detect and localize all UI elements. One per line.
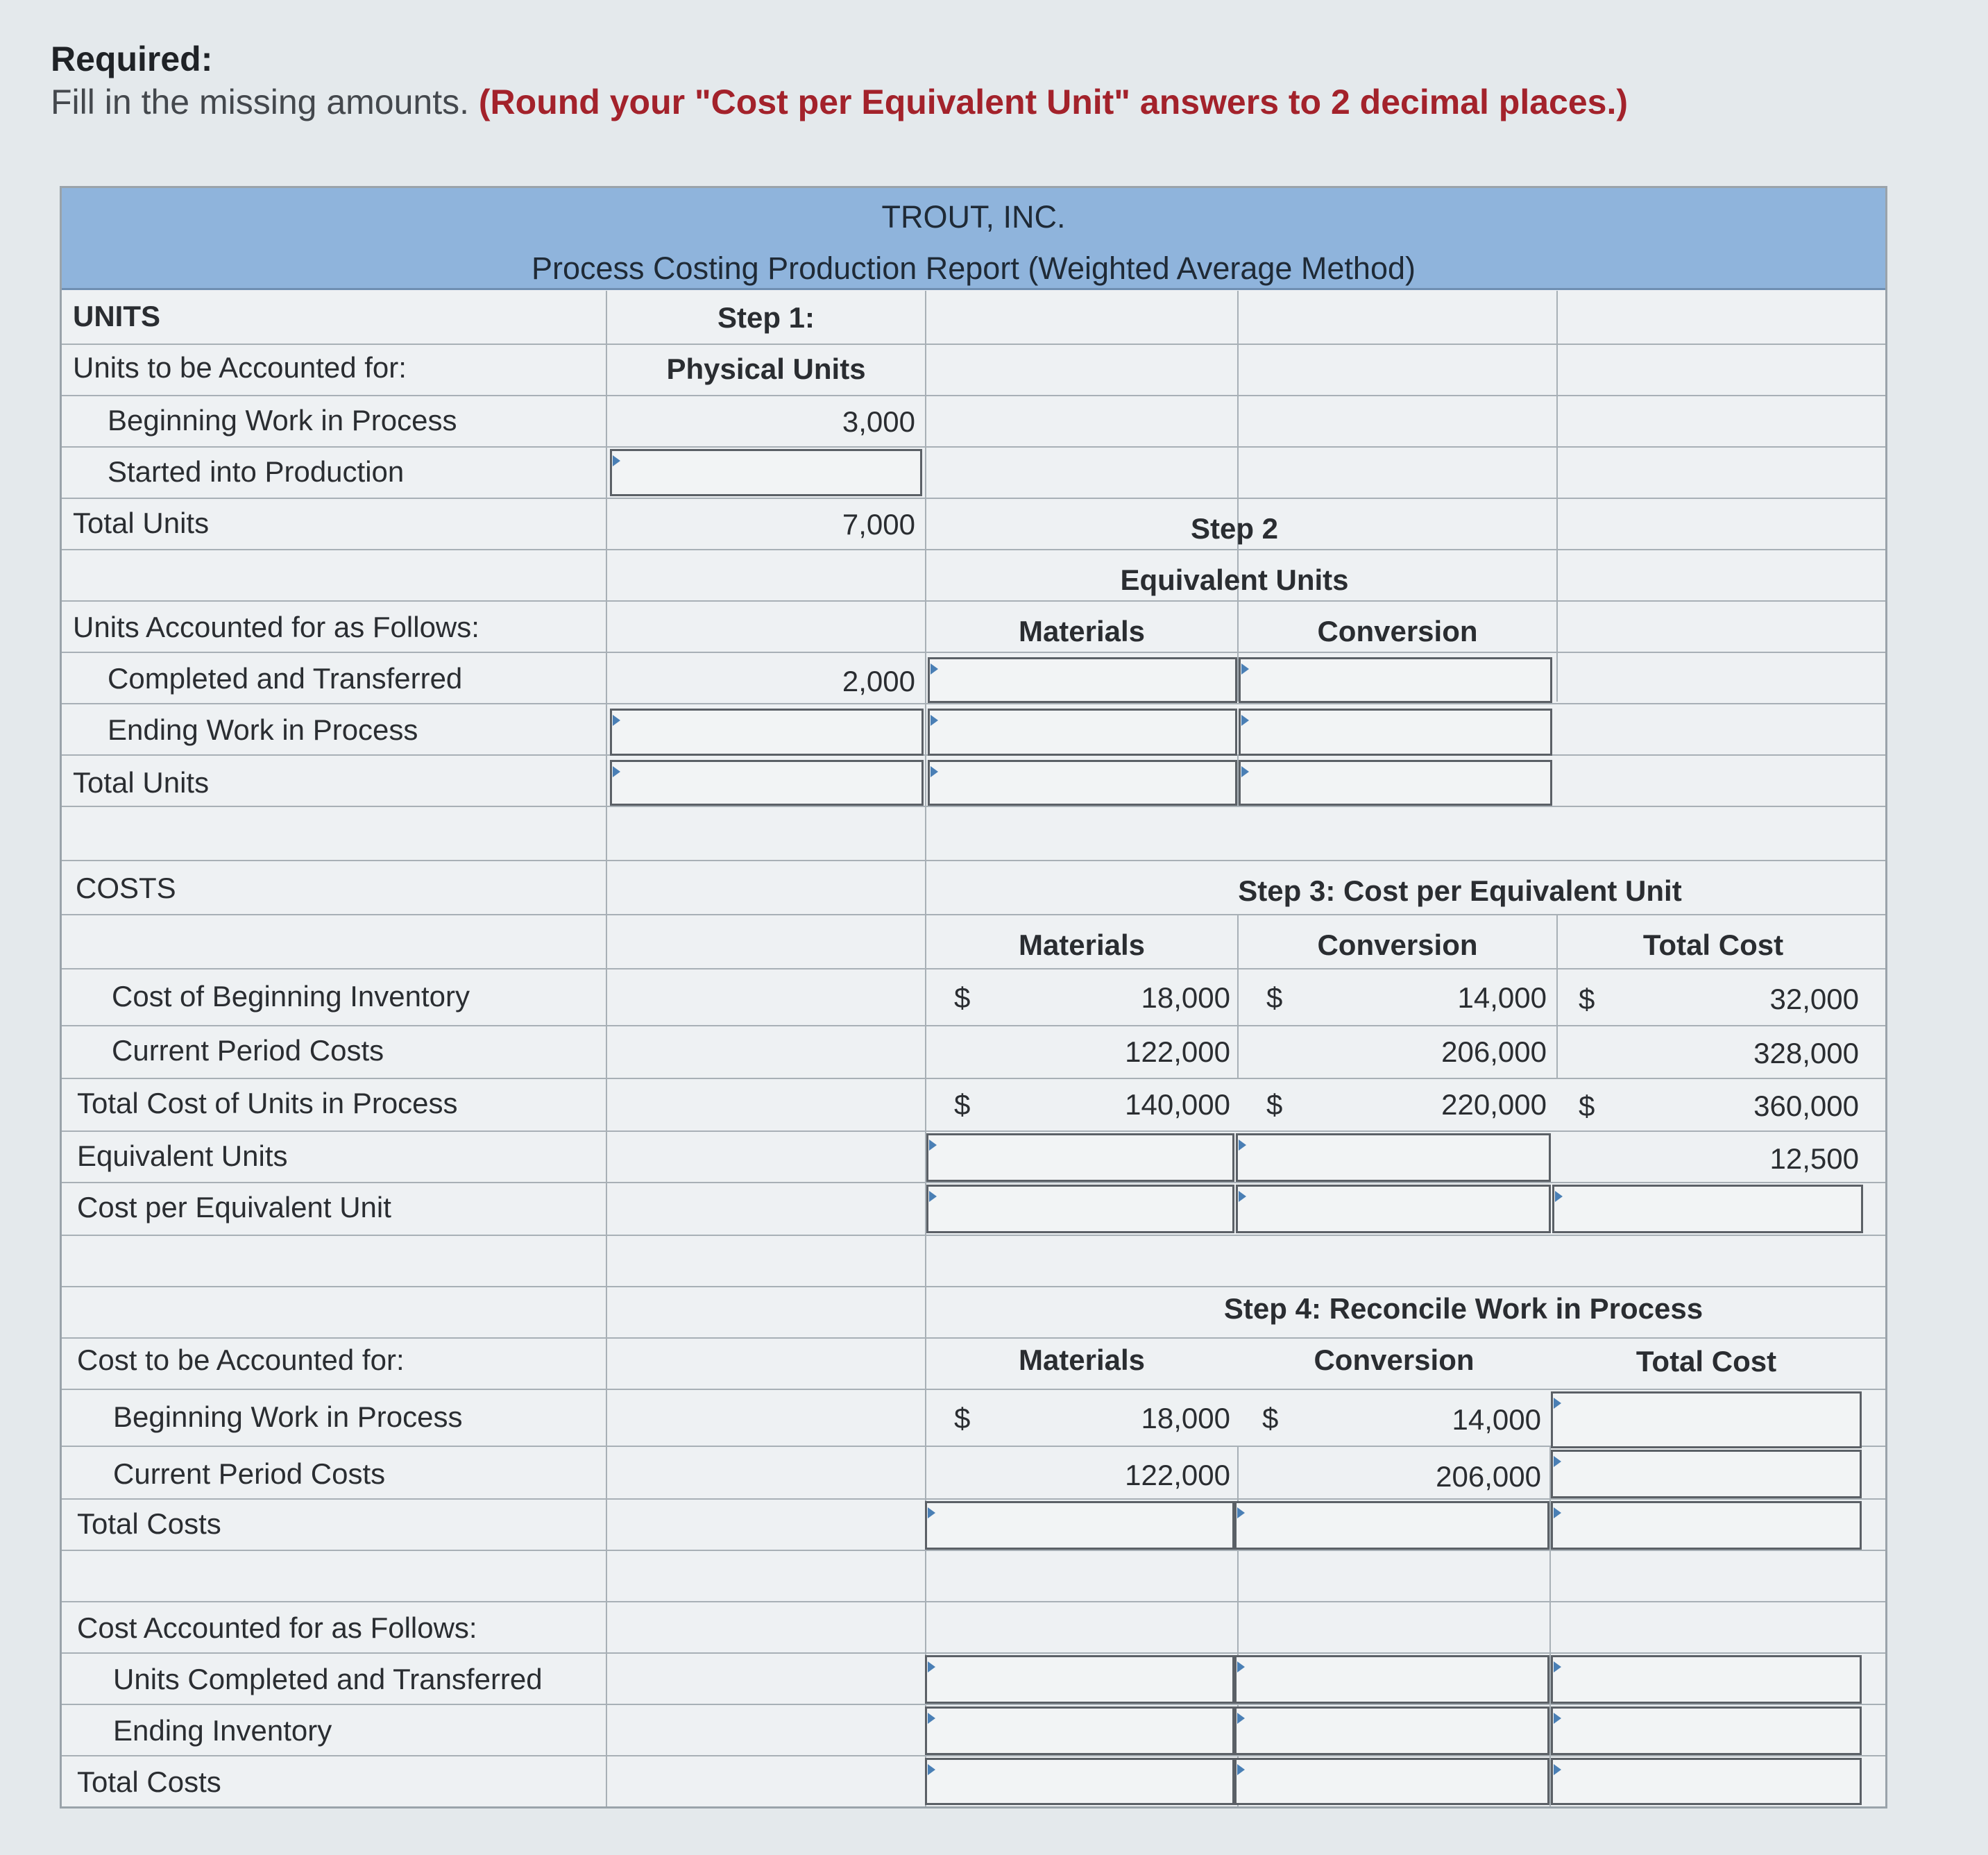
beginning-wip-label: Beginning Work in Process — [108, 404, 457, 437]
ending-wip-conversion-eu-input[interactable] — [1239, 709, 1552, 756]
cost-to-be-accounted-label: Cost to be Accounted for: — [77, 1344, 405, 1376]
required-title: Required: — [51, 40, 213, 78]
reconcile-beginning-wip-label: Beginning Work in Process — [113, 1400, 463, 1433]
units-section-label: UNITS — [73, 300, 160, 332]
step1-subtitle: Physical Units — [666, 353, 866, 385]
reconcile-total-costs-label-2: Total Costs — [77, 1765, 221, 1798]
eu-conversion-header: Conversion — [1317, 615, 1478, 647]
currency-symbol: $ — [954, 981, 971, 1014]
ending-total-cost-input[interactable] — [1551, 1706, 1862, 1755]
cost-per-eu-label: Cost per Equivalent Unit — [77, 1191, 391, 1223]
started-into-production-label: Started into Production — [108, 455, 405, 488]
beginning-materials-cost: 18,000 — [1141, 981, 1230, 1014]
started-units-input[interactable] — [610, 449, 922, 496]
currency-symbol: $ — [954, 1088, 971, 1121]
total-units-label: Total Units — [73, 507, 210, 539]
step2-title: Step 2 — [1190, 512, 1279, 545]
reconcile-current-conversion: 206,000 — [1436, 1460, 1541, 1493]
units-accounted-as-follows-label: Units Accounted for as Follows: — [73, 611, 479, 643]
accounted-total-materials-input[interactable] — [925, 1758, 1234, 1805]
accounted-total-cost-input[interactable] — [1551, 1758, 1862, 1805]
step4-conversion-header: Conversion — [1314, 1344, 1475, 1376]
reconcile-current-period-label: Current Period Costs — [113, 1457, 386, 1490]
production-report-table — [60, 186, 1887, 1809]
ending-materials-cost-input[interactable] — [925, 1706, 1234, 1755]
ending-wip-units-input[interactable] — [610, 709, 924, 756]
materials-cost-per-eu-input[interactable] — [926, 1185, 1234, 1233]
total-cost-in-process-label: Total Cost of Units in Process — [77, 1087, 458, 1119]
equivalent-units-label: Equivalent Units — [77, 1140, 288, 1172]
ending-wip-materials-eu-input[interactable] — [928, 709, 1237, 756]
total-cost-per-eu-input[interactable] — [1552, 1185, 1863, 1233]
completed-materials-eu-input[interactable] — [928, 657, 1237, 703]
beginning-wip-units: 3,000 — [842, 405, 915, 438]
conversion-cost-per-eu-input[interactable] — [1236, 1185, 1551, 1233]
completed-conversion-cost-input[interactable] — [1234, 1655, 1549, 1704]
currency-symbol: $ — [1262, 1402, 1279, 1434]
materials-equivalent-units-input[interactable] — [926, 1133, 1234, 1182]
eu-materials-header: Materials — [1018, 615, 1146, 647]
ending-wip-label: Ending Work in Process — [108, 713, 418, 746]
conversion-equivalent-units-input[interactable] — [1236, 1133, 1551, 1182]
currency-symbol: $ — [1579, 1090, 1595, 1122]
ending-conversion-cost-input[interactable] — [1234, 1706, 1549, 1755]
company-name: TROUT, INC. — [881, 199, 1066, 235]
beginning-total-cost: 32,000 — [1769, 983, 1859, 1015]
ending-inventory-label: Ending Inventory — [113, 1714, 332, 1747]
required-instructions — [51, 82, 1628, 122]
total-units-value: 7,000 — [842, 508, 915, 541]
costs-section-label: COSTS — [76, 872, 176, 904]
cost-accounted-as-follows-label: Cost Accounted for as Follows: — [77, 1611, 477, 1644]
completed-conversion-eu-input[interactable] — [1239, 657, 1552, 703]
completed-transferred-label: Completed and Transferred — [108, 662, 463, 695]
currency-symbol: $ — [954, 1402, 971, 1434]
total-materials-cost: 140,000 — [1125, 1088, 1230, 1121]
instructions-text: Fill in the missing amounts. — [51, 83, 479, 121]
step2-subtitle: Equivalent Units — [1120, 564, 1349, 596]
reconcile-beginning-total-input[interactable] — [1551, 1391, 1862, 1448]
step3-conversion-header: Conversion — [1317, 929, 1478, 961]
reconcile-total-conversion-input[interactable] — [1234, 1501, 1549, 1550]
accounted-total-conversion-input[interactable] — [1234, 1758, 1549, 1805]
currency-symbol: $ — [1266, 981, 1283, 1014]
reconcile-beginning-conversion: 14,000 — [1452, 1403, 1541, 1436]
current-period-costs-label: Current Period Costs — [112, 1034, 384, 1067]
step4-total-cost-header: Total Cost — [1636, 1345, 1777, 1378]
step4-title: Step 4: Reconcile Work in Process — [1223, 1292, 1704, 1325]
completed-total-cost-input[interactable] — [1551, 1655, 1862, 1704]
total-conversion-cost: 220,000 — [1441, 1088, 1547, 1121]
reconcile-current-materials: 122,000 — [1125, 1459, 1230, 1491]
completed-materials-cost-input[interactable] — [925, 1655, 1234, 1704]
reconcile-current-total-input[interactable] — [1551, 1450, 1862, 1498]
total-cost-in-process-value: 360,000 — [1753, 1090, 1859, 1122]
current-conversion-cost: 206,000 — [1441, 1035, 1547, 1068]
total-equivalent-units-value: 12,500 — [1769, 1142, 1859, 1175]
units-to-be-accounted-label: Units to be Accounted for: — [73, 351, 407, 384]
total-units-input[interactable] — [610, 760, 924, 806]
currency-symbol: $ — [1579, 983, 1595, 1015]
rounding-note: (Round your "Cost per Equivalent Unit" answers to 2 decimal places.) — [478, 83, 1628, 121]
total-units-label-2: Total Units — [73, 766, 210, 799]
step4-materials-header: Materials — [1018, 1344, 1146, 1376]
completed-units-value: 2,000 — [842, 665, 915, 697]
total-conversion-eu-input[interactable] — [1239, 760, 1552, 806]
reconcile-total-costs-label: Total Costs — [77, 1507, 221, 1540]
reconcile-beginning-materials: 18,000 — [1141, 1402, 1230, 1434]
units-completed-transferred-label: Units Completed and Transferred — [113, 1663, 543, 1695]
current-materials-cost: 122,000 — [1125, 1035, 1230, 1068]
reconcile-total-materials-input[interactable] — [925, 1501, 1234, 1550]
step3-title: Step 3: Cost per Equivalent Unit — [1238, 874, 1682, 907]
step3-materials-header: Materials — [1018, 929, 1146, 961]
step3-total-cost-header: Total Cost — [1642, 929, 1784, 961]
step1-title: Step 1: — [717, 301, 815, 334]
total-materials-eu-input[interactable] — [928, 760, 1237, 806]
currency-symbol: $ — [1266, 1088, 1283, 1121]
report-title: Process Costing Production Report (Weighted Average Method) — [531, 251, 1416, 286]
beginning-conversion-cost: 14,000 — [1457, 981, 1547, 1014]
reconcile-total-cost-input[interactable] — [1551, 1501, 1862, 1550]
current-total-cost: 328,000 — [1753, 1037, 1859, 1069]
cost-beginning-inventory-label: Cost of Beginning Inventory — [112, 980, 470, 1013]
